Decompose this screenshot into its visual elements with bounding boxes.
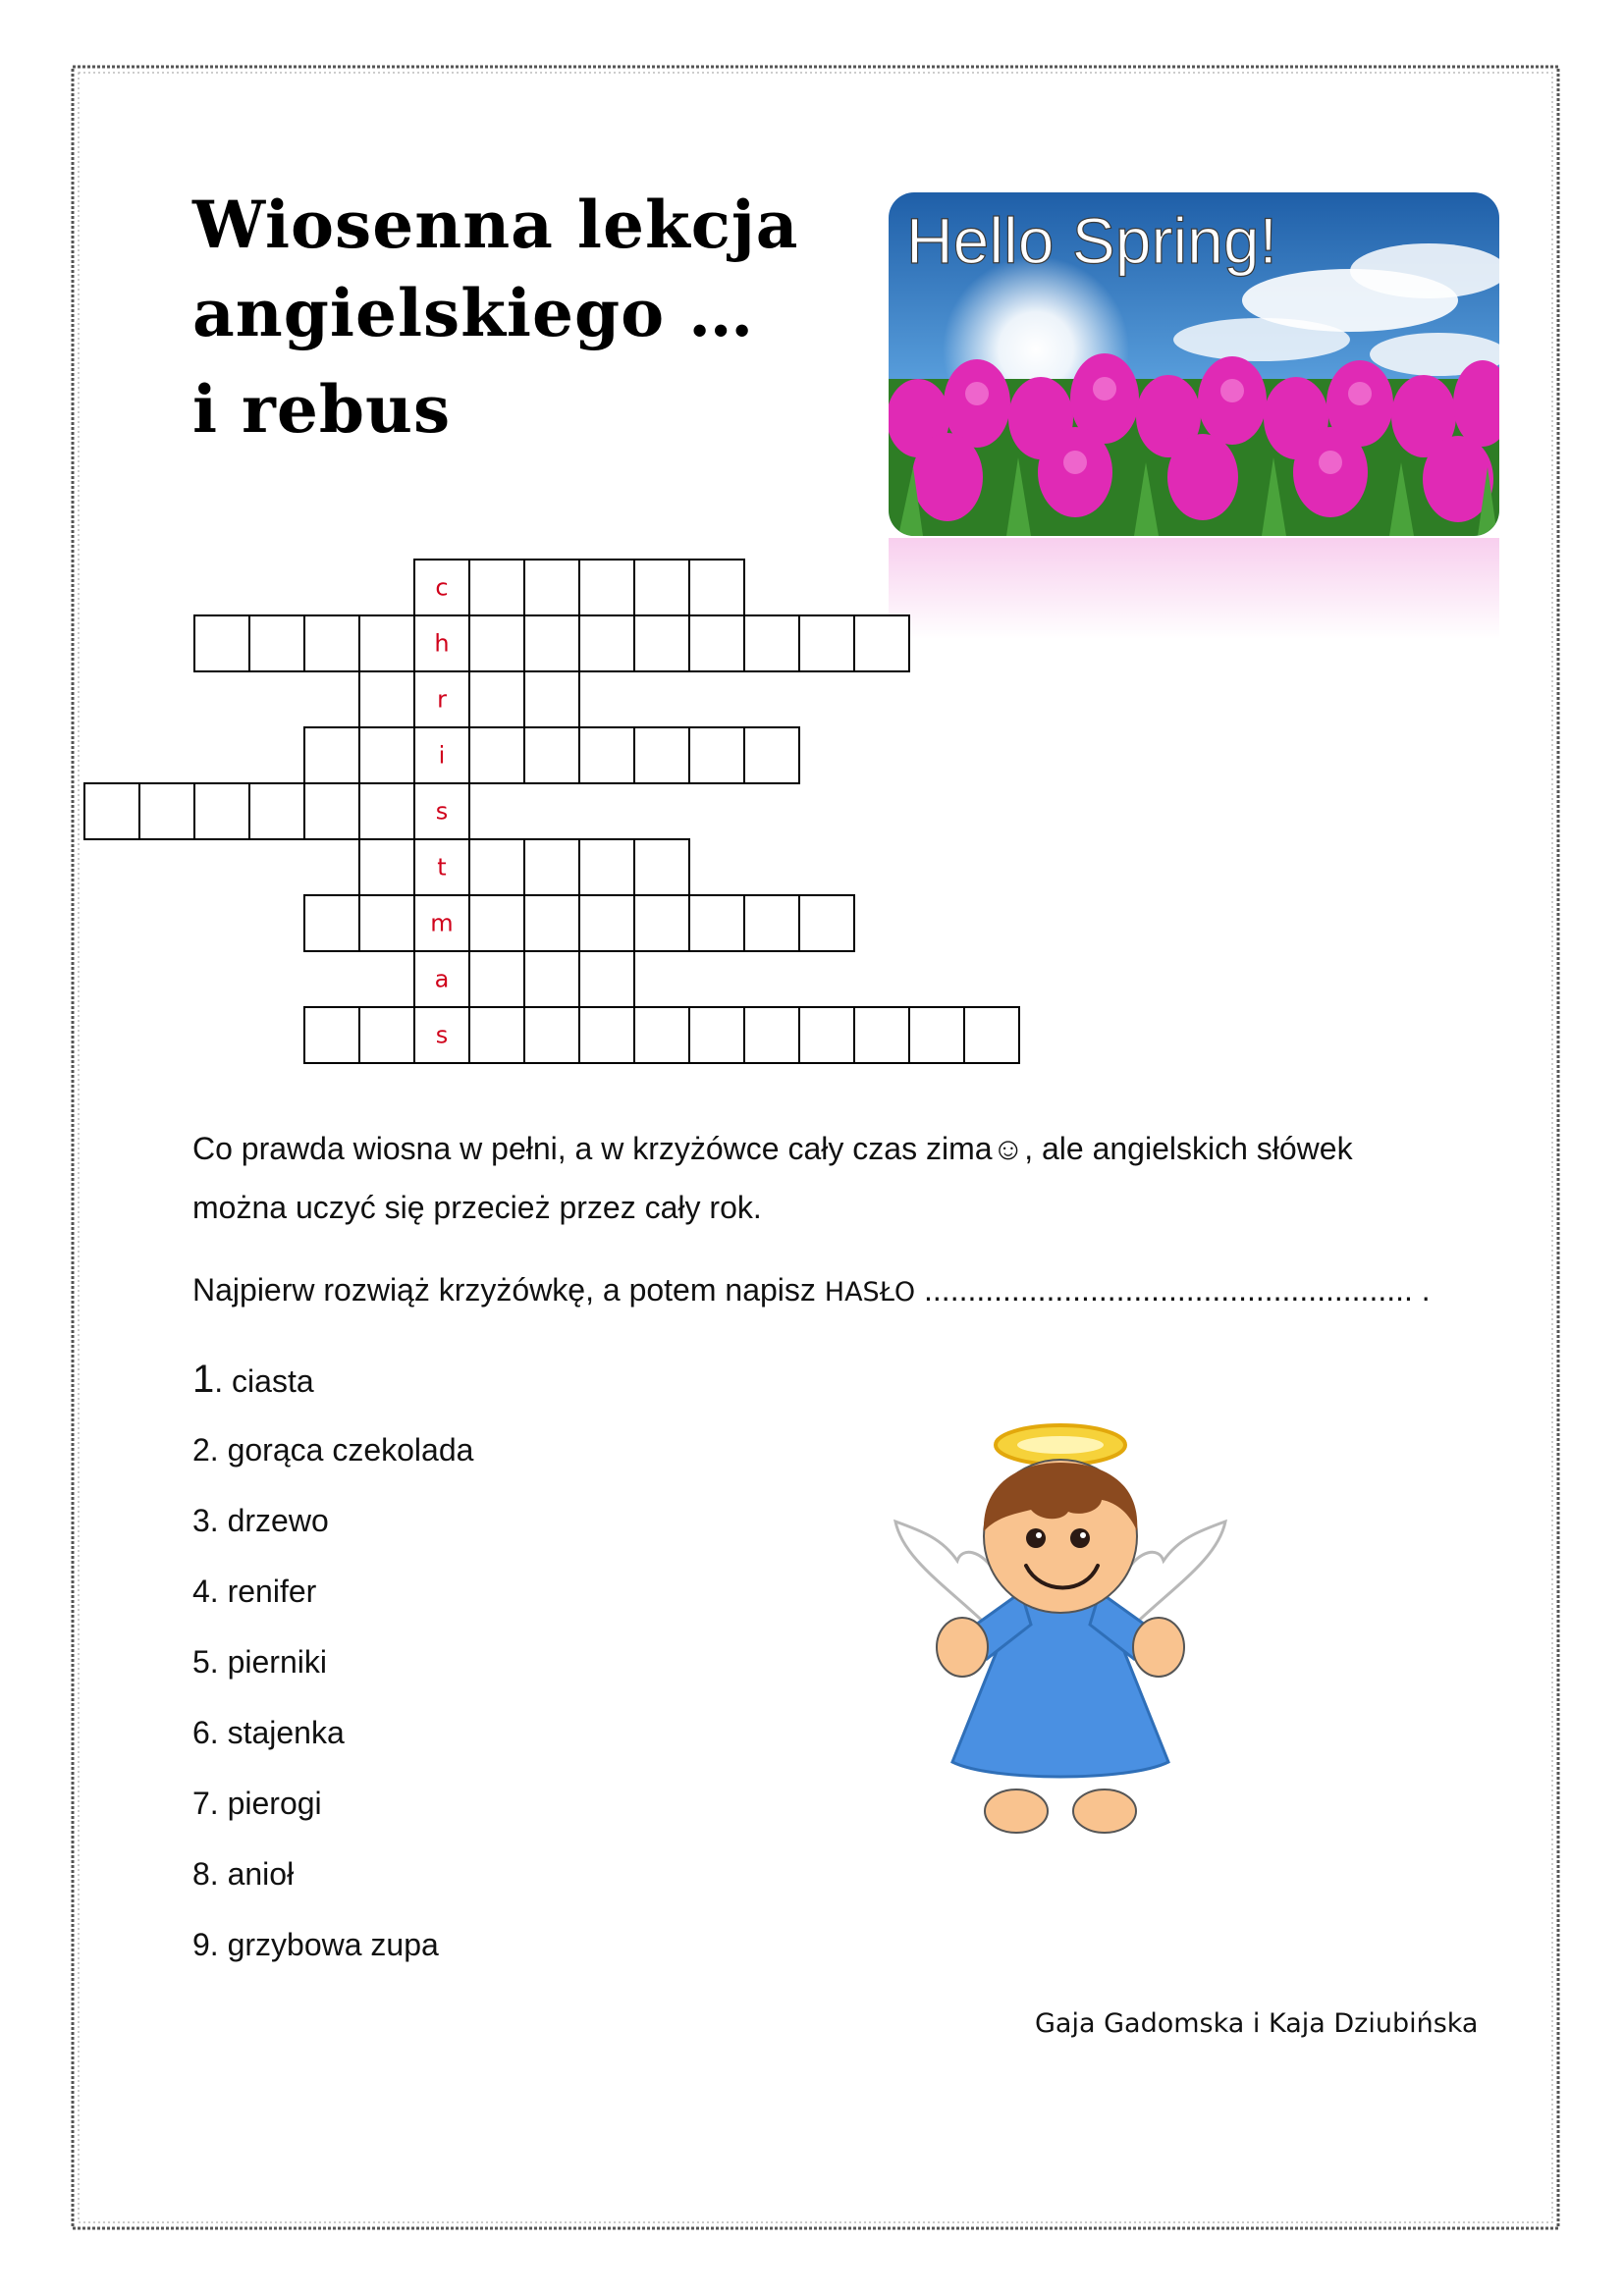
crossword-cell [689,560,744,615]
crossword-cell [689,615,744,671]
crossword-cell [689,1007,744,1063]
crossword-cell [744,895,799,951]
title-line-1: Wiosenna lekcja [192,187,799,263]
crossword-cell [579,839,634,895]
crossword-cell [744,1007,799,1063]
clue-text: . stajenka [209,1715,345,1750]
list-item [192,1854,473,1925]
answer-blank: ........................................................ . [915,1272,1431,1308]
crossword-cell [689,727,744,783]
crossword-cell [359,615,414,671]
list-item [192,1572,473,1642]
crossword-cell [634,727,689,783]
list-item [192,1430,473,1501]
intro-line-2: można uczyć się przecież przez cały rok. [192,1190,762,1225]
crossword-cell [469,951,524,1007]
crossword-cell [359,671,414,727]
clue-number: 1 [192,1358,215,1401]
clue-text: . drzewo [209,1503,329,1538]
instruction-keyword: HASŁO [824,1277,916,1308]
crossword-cell [854,1007,909,1063]
crossword-cell [359,1007,414,1063]
crossword-cell [469,1007,524,1063]
crossword-cell [469,615,524,671]
crossword-cell [304,615,359,671]
crossword-cell [249,783,304,839]
crossword-letter: s [435,1021,449,1049]
crossword-cell [799,615,854,671]
crossword-cell [304,727,359,783]
list-item [192,1784,473,1854]
list-item [192,1713,473,1784]
right-hand [1133,1618,1184,1677]
clue-text: . anioł [209,1856,295,1892]
angel-illustration [884,1423,1237,1875]
clue-text: . renifer [209,1574,317,1609]
title-line-3: i rebus [192,371,452,448]
crossword-cell [524,1007,579,1063]
crossword-letter: i [438,741,446,770]
crossword-cell [799,895,854,951]
crossword-cell [634,1007,689,1063]
crossword-grid [0,0,1624,1080]
crossword-cell [634,560,689,615]
crossword-cells [84,560,1019,1063]
crossword-cell [524,951,579,1007]
crossword-cell [579,615,634,671]
crossword-cell [579,727,634,783]
clue-list [192,1360,473,1996]
crossword-cell [744,727,799,783]
title-line-2: angielskiego … [192,275,755,351]
crossword-cell [304,783,359,839]
crossword-cell [359,895,414,951]
clue-number: 8 [192,1856,210,1892]
right-eye [1070,1528,1090,1548]
crossword-cell [469,671,524,727]
crossword-letter: h [434,629,450,658]
crossword-cell [524,671,579,727]
clue-number: 2 [192,1432,210,1468]
crossword-cell [579,1007,634,1063]
crossword-cell [524,895,579,951]
crossword-letter: t [437,853,447,881]
crossword-cell [524,839,579,895]
crossword-cell [799,1007,854,1063]
list-item [192,1925,473,1996]
clue-text: . grzybowa zupa [209,1927,439,1962]
clue-number: 9 [192,1927,210,1962]
crossword-cell [524,727,579,783]
hello-spring-caption: Hello Spring! [906,204,1277,277]
crossword-letter: s [435,797,449,826]
crossword-cell [359,727,414,783]
crossword-cell [689,895,744,951]
crossword-letter: m [430,909,454,937]
crossword-cell [194,615,249,671]
crossword-cell [469,727,524,783]
crossword-cell [194,783,249,839]
crossword-cell [139,783,194,839]
crossword-cell [469,560,524,615]
crossword-cell [579,951,634,1007]
clue-number: 7 [192,1786,210,1821]
instruction [192,1272,1431,1308]
crossword-letter: r [437,685,447,714]
clue-text: . pierniki [209,1644,327,1680]
clue-text: . ciasta [214,1363,314,1399]
crossword-cell [634,839,689,895]
crossword-cell [854,615,909,671]
clue-text: . pierogi [209,1786,322,1821]
clue-text: . gorąca czekolada [209,1432,474,1468]
list-item [192,1642,473,1713]
crossword-letter: c [435,573,449,602]
crossword-cell [304,1007,359,1063]
crossword-cell [524,615,579,671]
crossword-cell [634,615,689,671]
crossword-cell [304,895,359,951]
crossword-cell [744,615,799,671]
crossword-cell [359,839,414,895]
crossword-cell [469,839,524,895]
intro-line-1: Co prawda wiosna w pełni, a w krzyżówce cały czas zima☺, ale angielskich słówek [192,1131,1353,1166]
crossword-cell [634,895,689,951]
authors: Gaja Gadomska i Kaja Dziubińska [1035,2008,1479,2039]
clue-number: 3 [192,1503,210,1538]
crossword-letter: a [434,965,450,993]
crossword-cell [84,783,139,839]
crossword-cell [964,1007,1019,1063]
left-hand [937,1618,988,1677]
crossword-cell [469,895,524,951]
crossword-cell [909,1007,964,1063]
clue-number: 5 [192,1644,210,1680]
crossword-cell [579,560,634,615]
crossword-cell [359,783,414,839]
left-eye [1026,1528,1046,1548]
list-item [192,1360,473,1430]
list-item [192,1501,473,1572]
clue-number: 4 [192,1574,210,1609]
crossword-cell [579,895,634,951]
clue-number: 6 [192,1715,210,1750]
crossword-cell [524,560,579,615]
crossword-cell [249,615,304,671]
instruction-text: Najpierw rozwiąż krzyżówkę, a potem napisz [192,1272,825,1308]
